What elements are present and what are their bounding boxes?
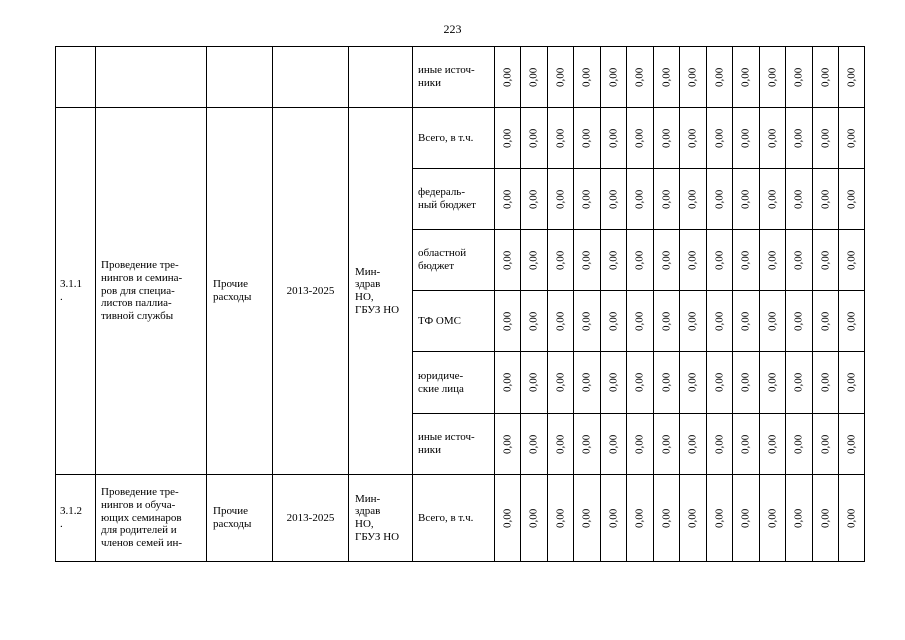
- amount-cell: [627, 230, 654, 291]
- amount-cell: [839, 352, 865, 414]
- amount-cell: [707, 414, 733, 475]
- amount-cell: [548, 475, 574, 562]
- amount-cell: [627, 352, 654, 414]
- amount-value: 0,00: [686, 311, 699, 331]
- executor: Мин- здрав НО, ГБУЗ НО: [349, 475, 413, 562]
- amount-value: 0,00: [713, 372, 726, 393]
- amount-value: 0,00: [686, 250, 699, 270]
- amount-cell: [733, 108, 760, 169]
- amount-cell: [760, 230, 786, 291]
- amount-cell: [627, 169, 654, 230]
- table-row: [56, 47, 865, 108]
- amount-value: 0,00: [580, 67, 593, 87]
- amount-cell: [654, 291, 680, 352]
- amount-cell: [839, 291, 865, 352]
- amount-cell: [733, 230, 760, 291]
- amount-value: 0,00: [792, 189, 805, 209]
- amount-value: 0,00: [845, 67, 858, 87]
- amount-value: 0,00: [607, 311, 620, 331]
- amount-value: 0,00: [713, 67, 726, 87]
- amount-cell: [839, 475, 865, 562]
- expense-type: Прочие расходы: [207, 475, 273, 562]
- executor: Мин- здрав НО, ГБУЗ НО: [349, 108, 413, 475]
- table-row: [56, 108, 865, 169]
- amount-value: 0,00: [792, 311, 805, 331]
- period: 2013-2025: [273, 475, 349, 562]
- amount-value: 0,00: [845, 311, 858, 331]
- amount-value: 0,00: [633, 250, 646, 270]
- amount-cell: [839, 230, 865, 291]
- amount-value: 0,00: [739, 372, 752, 393]
- amount-cell: [601, 475, 627, 562]
- amount-cell: [654, 230, 680, 291]
- amount-value: 0,00: [819, 67, 832, 87]
- amount-cell: [574, 291, 601, 352]
- amount-value: 0,00: [686, 189, 699, 209]
- amount-cell: [601, 291, 627, 352]
- amount-cell: [601, 169, 627, 230]
- amount-cell: [574, 414, 601, 475]
- amount-cell: [601, 414, 627, 475]
- amount-cell: [680, 230, 707, 291]
- amount-cell: [680, 414, 707, 475]
- amount-cell: [627, 47, 654, 108]
- amount-value: 0,00: [686, 67, 699, 87]
- amount-cell: [733, 475, 760, 562]
- amount-cell: [521, 414, 548, 475]
- amount-value: 0,00: [554, 311, 567, 331]
- amount-value: 0,00: [527, 311, 540, 331]
- amount-cell: [707, 108, 733, 169]
- amount-cell: [813, 169, 839, 230]
- amount-cell: [548, 108, 574, 169]
- amount-value: 0,00: [766, 250, 779, 270]
- amount-cell: [601, 108, 627, 169]
- amount-cell: [813, 291, 839, 352]
- amount-value: 0,00: [527, 508, 540, 528]
- amount-value: 0,00: [686, 372, 699, 393]
- amount-value: 0,00: [739, 434, 752, 454]
- amount-value: 0,00: [686, 508, 699, 528]
- amount-value: 0,00: [845, 189, 858, 209]
- amount-value: 0,00: [686, 434, 699, 454]
- amount-cell: [574, 169, 601, 230]
- amount-value: 0,00: [580, 311, 593, 331]
- amount-value: 0,00: [845, 250, 858, 270]
- amount-cell: [786, 108, 813, 169]
- amount-value: 0,00: [792, 434, 805, 454]
- amount-value: 0,00: [792, 250, 805, 270]
- amount-cell: [574, 475, 601, 562]
- amount-value: 0,00: [527, 372, 540, 393]
- expense-type: Прочие расходы: [207, 108, 273, 475]
- amount-value: 0,00: [580, 189, 593, 209]
- amount-cell: [760, 291, 786, 352]
- funding-source: областной бюджет: [413, 230, 495, 291]
- amount-value: 0,00: [527, 128, 540, 148]
- amount-cell: [839, 108, 865, 169]
- amount-value: 0,00: [845, 372, 858, 393]
- amount-cell: [601, 230, 627, 291]
- amount-cell: [839, 169, 865, 230]
- amount-cell: [495, 169, 521, 230]
- amount-value: 0,00: [792, 128, 805, 148]
- amount-value: 0,00: [713, 434, 726, 454]
- amount-cell: [760, 108, 786, 169]
- amount-cell: [786, 169, 813, 230]
- amount-value: 0,00: [580, 250, 593, 270]
- amount-cell: [786, 475, 813, 562]
- funding-source: юридиче- ские лица: [413, 352, 495, 414]
- amount-value: 0,00: [792, 508, 805, 528]
- amount-value: 0,00: [554, 128, 567, 148]
- amount-cell: [707, 475, 733, 562]
- executor: [349, 47, 413, 108]
- amount-cell: [786, 47, 813, 108]
- amount-value: 0,00: [501, 508, 514, 528]
- amount-value: 0,00: [580, 508, 593, 528]
- amount-value: 0,00: [819, 434, 832, 454]
- amount-cell: [495, 414, 521, 475]
- amount-value: 0,00: [633, 128, 646, 148]
- amount-cell: [786, 291, 813, 352]
- amount-cell: [574, 230, 601, 291]
- amount-cell: [680, 47, 707, 108]
- amount-value: 0,00: [739, 508, 752, 528]
- amount-cell: [654, 475, 680, 562]
- measure-number: 3.1.1 .: [56, 108, 96, 475]
- amount-cell: [733, 352, 760, 414]
- amount-value: 0,00: [713, 311, 726, 331]
- amount-cell: [495, 108, 521, 169]
- amount-value: 0,00: [739, 250, 752, 270]
- budget-table: [55, 46, 865, 562]
- amount-cell: [495, 475, 521, 562]
- amount-value: 0,00: [607, 128, 620, 148]
- amount-cell: [521, 352, 548, 414]
- amount-cell: [813, 352, 839, 414]
- amount-value: 0,00: [845, 128, 858, 148]
- amount-cell: [707, 291, 733, 352]
- amount-cell: [680, 475, 707, 562]
- amount-value: 0,00: [792, 67, 805, 87]
- amount-value: 0,00: [554, 372, 567, 393]
- amount-cell: [707, 169, 733, 230]
- amount-value: 0,00: [633, 67, 646, 87]
- amount-value: 0,00: [739, 128, 752, 148]
- amount-value: 0,00: [713, 128, 726, 148]
- amount-cell: [548, 414, 574, 475]
- amount-cell: [760, 414, 786, 475]
- amount-cell: [495, 352, 521, 414]
- amount-cell: [680, 108, 707, 169]
- amount-value: 0,00: [739, 311, 752, 331]
- amount-cell: [574, 47, 601, 108]
- amount-cell: [495, 291, 521, 352]
- amount-cell: [521, 291, 548, 352]
- amount-value: 0,00: [660, 128, 673, 148]
- amount-cell: [786, 352, 813, 414]
- measure-number: [56, 47, 96, 108]
- period: [273, 47, 349, 108]
- amount-cell: [813, 475, 839, 562]
- amount-value: 0,00: [660, 372, 673, 393]
- amount-cell: [839, 414, 865, 475]
- amount-cell: [680, 169, 707, 230]
- amount-cell: [813, 47, 839, 108]
- amount-cell: [839, 47, 865, 108]
- amount-cell: [548, 352, 574, 414]
- amount-value: 0,00: [633, 372, 646, 393]
- funding-source: иные источ- ники: [413, 47, 495, 108]
- amount-value: 0,00: [633, 434, 646, 454]
- amount-cell: [574, 108, 601, 169]
- amount-value: 0,00: [501, 67, 514, 87]
- measure-name: Проведение тре- нингов и обуча- ющих семинаров для родителей и членов семей ин-: [96, 475, 207, 562]
- amount-value: 0,00: [766, 508, 779, 528]
- amount-cell: [733, 169, 760, 230]
- amount-value: 0,00: [527, 434, 540, 454]
- amount-value: 0,00: [845, 508, 858, 528]
- amount-cell: [707, 230, 733, 291]
- period: 2013-2025: [273, 108, 349, 475]
- amount-cell: [495, 47, 521, 108]
- funding-source: федераль- ный бюджет: [413, 169, 495, 230]
- amount-cell: [813, 108, 839, 169]
- amount-value: 0,00: [554, 434, 567, 454]
- measure-number: 3.1.2 .: [56, 475, 96, 562]
- amount-value: 0,00: [819, 372, 832, 393]
- amount-value: 0,00: [792, 372, 805, 393]
- amount-value: 0,00: [713, 508, 726, 528]
- funding-source: Всего, в т.ч.: [413, 475, 495, 562]
- amount-cell: [760, 169, 786, 230]
- amount-value: 0,00: [607, 250, 620, 270]
- amount-value: 0,00: [739, 67, 752, 87]
- amount-cell: [813, 230, 839, 291]
- funding-source: Всего, в т.ч.: [413, 108, 495, 169]
- amount-value: 0,00: [766, 67, 779, 87]
- amount-value: 0,00: [554, 508, 567, 528]
- amount-cell: [654, 414, 680, 475]
- amount-value: 0,00: [766, 311, 779, 331]
- amount-cell: [707, 352, 733, 414]
- amount-cell: [627, 414, 654, 475]
- amount-cell: [495, 230, 521, 291]
- amount-value: 0,00: [527, 250, 540, 270]
- amount-cell: [627, 108, 654, 169]
- amount-value: 0,00: [633, 189, 646, 209]
- amount-value: 0,00: [819, 311, 832, 331]
- amount-value: 0,00: [607, 508, 620, 528]
- amount-cell: [680, 291, 707, 352]
- amount-cell: [521, 47, 548, 108]
- amount-value: 0,00: [766, 189, 779, 209]
- amount-value: 0,00: [501, 128, 514, 148]
- amount-cell: [601, 352, 627, 414]
- amount-value: 0,00: [607, 67, 620, 87]
- amount-value: 0,00: [819, 128, 832, 148]
- funding-source: иные источ- ники: [413, 414, 495, 475]
- amount-value: 0,00: [660, 250, 673, 270]
- amount-value: 0,00: [845, 434, 858, 454]
- amount-value: 0,00: [766, 434, 779, 454]
- amount-value: 0,00: [766, 372, 779, 393]
- amount-value: 0,00: [819, 508, 832, 528]
- amount-cell: [760, 352, 786, 414]
- amount-cell: [813, 414, 839, 475]
- amount-value: 0,00: [660, 311, 673, 331]
- amount-cell: [601, 47, 627, 108]
- amount-value: 0,00: [660, 434, 673, 454]
- amount-value: 0,00: [501, 189, 514, 209]
- amount-value: 0,00: [713, 189, 726, 209]
- amount-cell: [548, 230, 574, 291]
- amount-value: 0,00: [501, 250, 514, 270]
- amount-value: 0,00: [580, 128, 593, 148]
- amount-value: 0,00: [554, 250, 567, 270]
- amount-value: 0,00: [713, 250, 726, 270]
- amount-value: 0,00: [660, 67, 673, 87]
- amount-value: 0,00: [527, 67, 540, 87]
- amount-cell: [548, 291, 574, 352]
- measure-name: Проведение тре- нингов и семина- ров для специа- листов паллиа- тивной службы: [96, 108, 207, 475]
- amount-cell: [574, 352, 601, 414]
- funding-source: ТФ ОМС: [413, 291, 495, 352]
- amount-value: 0,00: [607, 372, 620, 393]
- amount-cell: [786, 230, 813, 291]
- amount-cell: [521, 108, 548, 169]
- amount-cell: [707, 47, 733, 108]
- amount-value: 0,00: [501, 372, 514, 393]
- page-number: 223: [443, 22, 462, 36]
- amount-value: 0,00: [580, 434, 593, 454]
- amount-value: 0,00: [660, 189, 673, 209]
- amount-value: 0,00: [501, 434, 514, 454]
- amount-value: 0,00: [686, 128, 699, 148]
- amount-cell: [733, 47, 760, 108]
- amount-cell: [654, 169, 680, 230]
- expense-type: [207, 47, 273, 108]
- amount-value: 0,00: [739, 189, 752, 209]
- amount-cell: [733, 291, 760, 352]
- amount-value: 0,00: [501, 311, 514, 331]
- amount-value: 0,00: [554, 189, 567, 209]
- amount-value: 0,00: [660, 508, 673, 528]
- amount-cell: [548, 47, 574, 108]
- amount-cell: [654, 352, 680, 414]
- amount-value: 0,00: [607, 189, 620, 209]
- amount-value: 0,00: [633, 311, 646, 331]
- table-row: [56, 475, 865, 562]
- amount-cell: [733, 414, 760, 475]
- amount-value: 0,00: [527, 189, 540, 209]
- amount-cell: [627, 291, 654, 352]
- amount-value: 0,00: [819, 189, 832, 209]
- amount-value: 0,00: [766, 128, 779, 148]
- amount-cell: [521, 475, 548, 562]
- amount-cell: [654, 47, 680, 108]
- amount-cell: [760, 475, 786, 562]
- amount-value: 0,00: [554, 67, 567, 87]
- amount-value: 0,00: [819, 250, 832, 270]
- amount-cell: [521, 169, 548, 230]
- amount-cell: [786, 414, 813, 475]
- amount-value: 0,00: [580, 372, 593, 393]
- amount-value: 0,00: [607, 434, 620, 454]
- amount-cell: [521, 230, 548, 291]
- amount-cell: [654, 108, 680, 169]
- measure-name: [96, 47, 207, 108]
- amount-cell: [760, 47, 786, 108]
- amount-value: 0,00: [633, 508, 646, 528]
- amount-cell: [627, 475, 654, 562]
- amount-cell: [680, 352, 707, 414]
- amount-cell: [548, 169, 574, 230]
